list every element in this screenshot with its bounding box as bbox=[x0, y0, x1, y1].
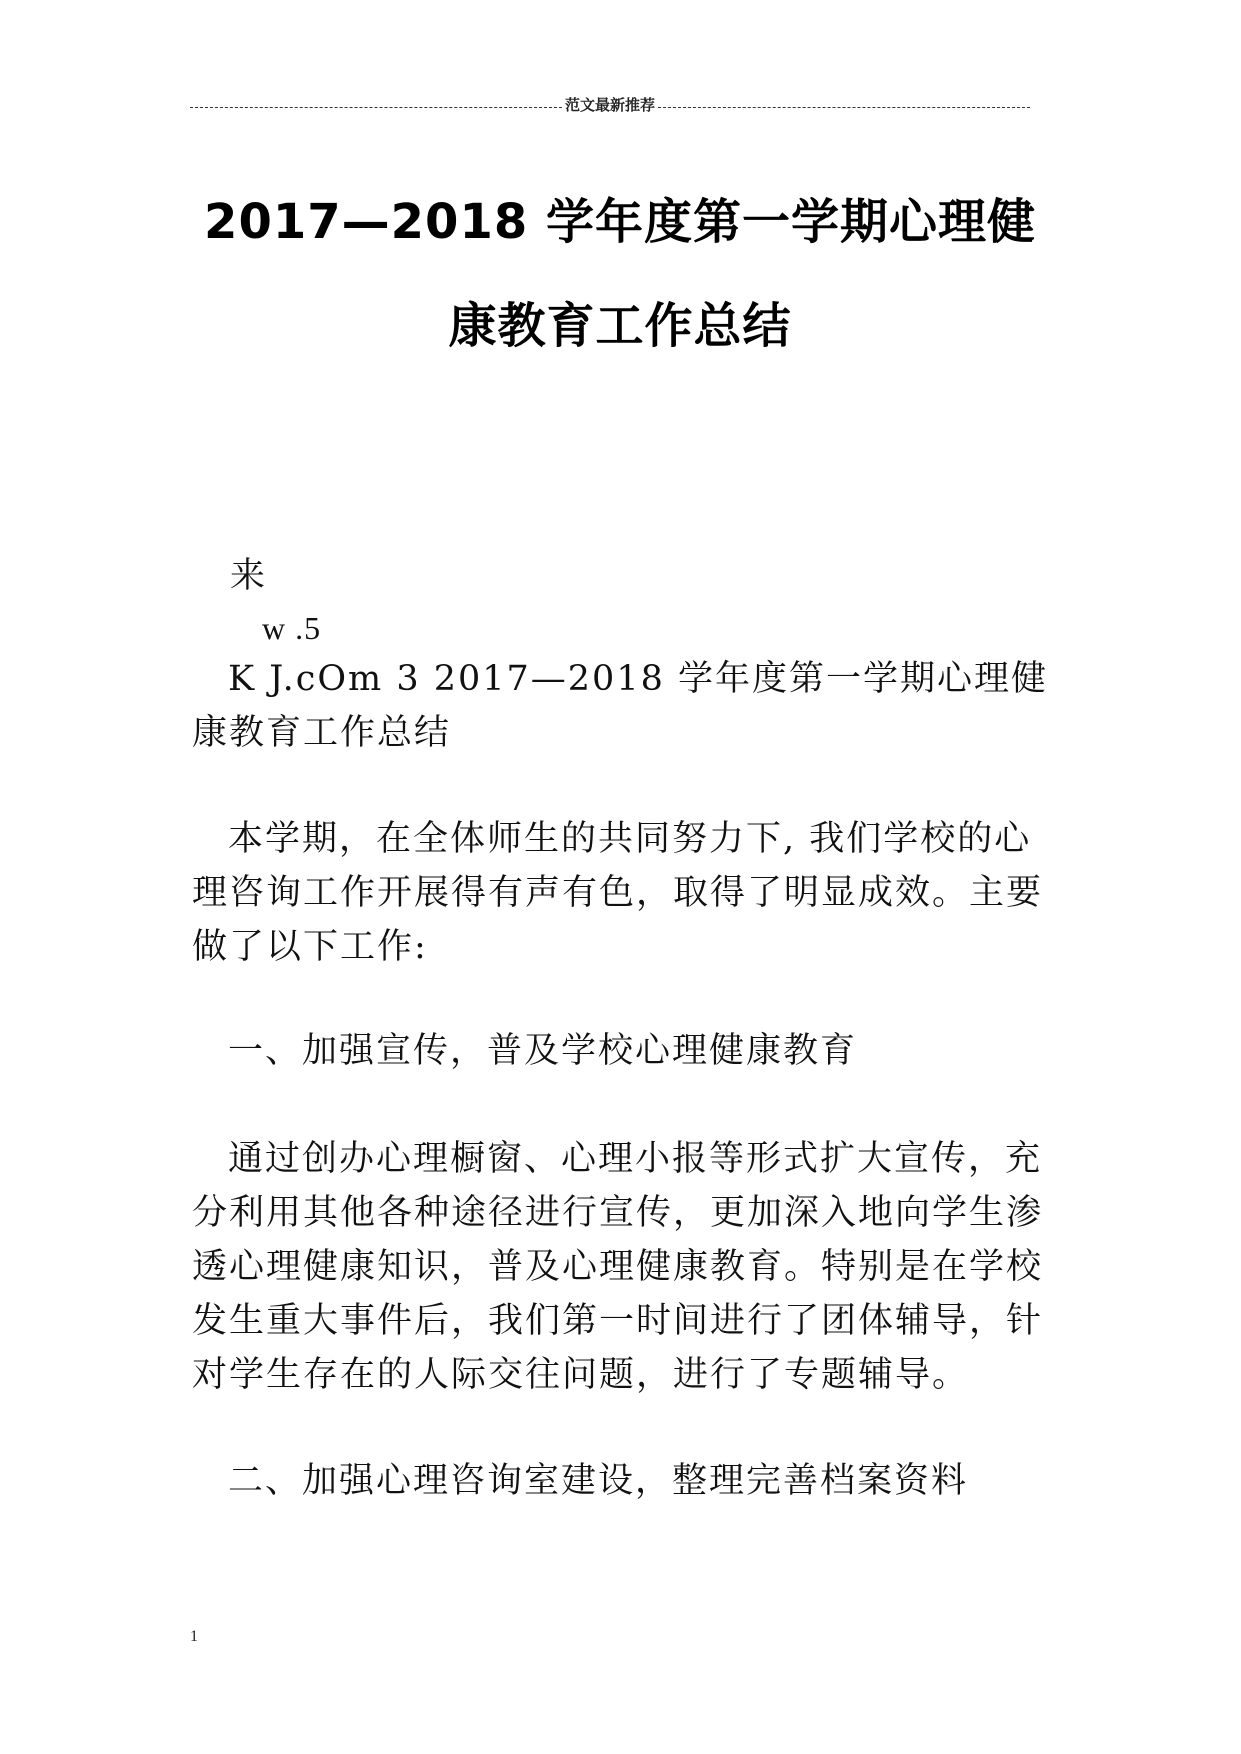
heading-publicity: 一、加强宣传，普及学校心理健康教育 bbox=[228, 1031, 858, 1071]
fragment-line-2: w .5 bbox=[262, 610, 322, 646]
section-heading-1 bbox=[192, 1024, 1062, 1078]
header-text: 范文最新推荐 bbox=[565, 97, 656, 114]
header-dash-right bbox=[658, 107, 1030, 108]
title-line-2: 康教育工作总结 bbox=[448, 298, 792, 354]
section-heading-2 bbox=[192, 1454, 1062, 1508]
fragment-line-1: 来 bbox=[230, 556, 266, 596]
page-number: 1 bbox=[190, 1628, 198, 1645]
paragraph-publicity-details: 通过创办心理橱窗、心理小报等形式扩大宣传，充分利用其他各种途径进行宣传，更加深入地向学生渗透心理健康知识，普及心理健康教育。特别是在学校发生重大事件后，我们第一时间进行了团体辅导，针对学生存在的人际交往问题，进行了专题辅导。 bbox=[192, 1139, 1044, 1395]
body-paragraph-1 bbox=[192, 812, 1062, 974]
page-header bbox=[190, 92, 1030, 116]
heading-counseling-room: 二、加强心理咨询室建设，整理完善档案资料 bbox=[228, 1461, 969, 1501]
document-title bbox=[190, 170, 1050, 378]
header-dash-left bbox=[190, 107, 562, 108]
body-paragraph-0 bbox=[192, 652, 1062, 760]
title-line-1: 2017—2018 学年度第一学期心理健 bbox=[204, 194, 1036, 250]
paragraph-summary: 本学期，在全体师生的共同努力下, 我们学校的心理咨询工作开展得有声有色，取得了明显成效。主要做了以下工作: bbox=[192, 819, 1044, 967]
paragraph-intro-source: K J.cOm 3 2017—2018 学年度第一学期心理健康教育工作总结 bbox=[192, 659, 1048, 753]
body-paragraph-2 bbox=[192, 1132, 1062, 1402]
